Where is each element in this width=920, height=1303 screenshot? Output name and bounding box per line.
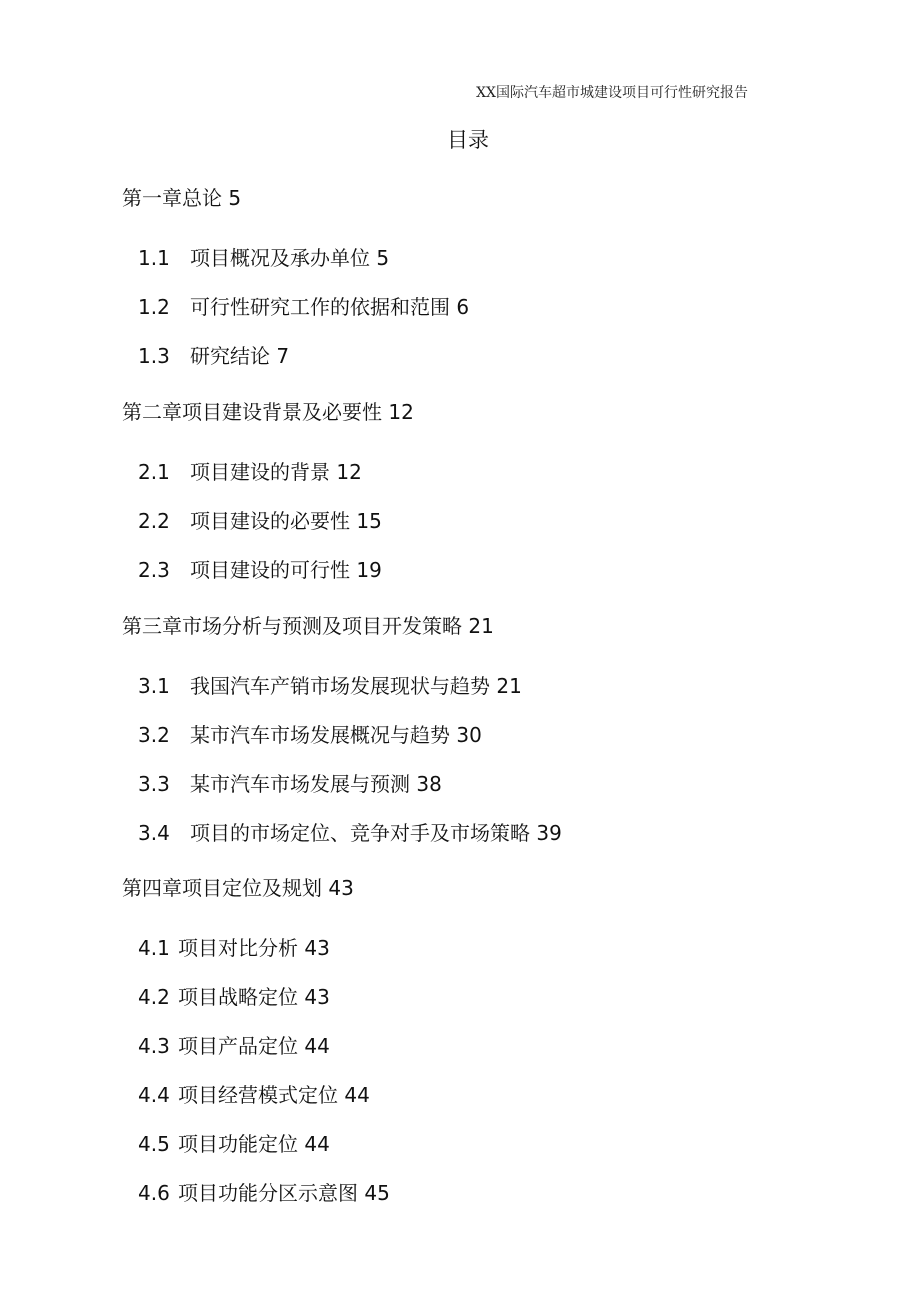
toc-section-number: 1.1 xyxy=(138,246,170,270)
toc-section-title: 项目产品定位 xyxy=(178,1034,298,1058)
toc-page-number: 6 xyxy=(456,295,470,319)
toc-section-title: 项目建设的背景 xyxy=(190,460,330,484)
toc-page-number: 38 xyxy=(416,772,442,796)
toc-section-4-5[interactable] xyxy=(138,1131,330,1157)
toc-section-number: 4.3 xyxy=(138,1034,170,1058)
toc-section-3-2[interactable] xyxy=(138,722,482,748)
toc-section-title: 某市汽车市场发展概况与趋势 xyxy=(190,723,450,747)
toc-page-number: 21 xyxy=(496,674,522,698)
toc-page-number: 44 xyxy=(304,1132,330,1156)
toc-page-number: 39 xyxy=(536,821,562,845)
toc-section-title: 可行性研究工作的依据和范围 xyxy=(190,295,450,319)
toc-page-number: 19 xyxy=(356,558,382,582)
toc-chapter-4[interactable] xyxy=(122,875,354,901)
toc-section-title: 项目建设的必要性 xyxy=(190,509,350,533)
toc-section-title: 项目功能定位 xyxy=(178,1132,298,1156)
toc-section-1-3[interactable] xyxy=(138,343,289,369)
toc-section-3-3[interactable] xyxy=(138,771,442,797)
toc-page-number: 43 xyxy=(328,876,354,900)
toc-chapter-3[interactable] xyxy=(122,613,494,639)
toc-chapter-title: 第四章项目定位及规划 xyxy=(122,876,322,900)
toc-section-title: 项目经营模式定位 xyxy=(178,1083,338,1107)
toc-section-number: 2.3 xyxy=(138,558,170,582)
toc-section-number: 4.4 xyxy=(138,1083,170,1107)
toc-page-number: 12 xyxy=(388,400,414,424)
toc-section-number: 1.3 xyxy=(138,344,170,368)
toc-section-4-4[interactable] xyxy=(138,1082,370,1108)
toc-section-number: 2.2 xyxy=(138,509,170,533)
toc-page-number: 5 xyxy=(376,246,390,270)
toc-section-number: 4.2 xyxy=(138,985,170,1009)
toc-section-number: 3.2 xyxy=(138,723,170,747)
toc-section-title: 我国汽车产销市场发展现状与趋势 xyxy=(190,674,490,698)
toc-section-2-2[interactable] xyxy=(138,508,382,534)
toc-chapter-2[interactable] xyxy=(122,399,414,425)
toc-page-number: 7 xyxy=(276,344,290,368)
toc-section-number: 2.1 xyxy=(138,460,170,484)
toc-section-number: 4.5 xyxy=(138,1132,170,1156)
toc-page-number: 12 xyxy=(336,460,362,484)
toc-chapter-1[interactable] xyxy=(122,185,241,211)
toc-section-number: 3.3 xyxy=(138,772,170,796)
toc-section-4-2[interactable] xyxy=(138,984,330,1010)
toc-section-1-1[interactable] xyxy=(138,245,389,271)
toc-section-1-2[interactable] xyxy=(138,294,469,320)
toc-section-title: 研究结论 xyxy=(190,344,270,368)
toc-page-number: 45 xyxy=(364,1181,390,1205)
toc-section-title: 项目战略定位 xyxy=(178,985,298,1009)
toc-section-4-6[interactable] xyxy=(138,1180,390,1206)
toc-chapter-title: 第三章市场分析与预测及项目开发策略 xyxy=(122,614,462,638)
toc-section-2-3[interactable] xyxy=(138,557,382,583)
toc-section-3-1[interactable] xyxy=(138,673,522,699)
running-header: XX国际汽车超市城建设项目可行性研究报告 xyxy=(476,85,748,101)
toc-section-title: 某市汽车市场发展与预测 xyxy=(190,772,410,796)
toc-chapter-title: 第一章总论 xyxy=(122,186,222,210)
toc-section-number: 4.6 xyxy=(138,1181,170,1205)
toc-section-number: 4.1 xyxy=(138,936,170,960)
toc-page-number: 44 xyxy=(344,1083,370,1107)
toc-page-number: 21 xyxy=(468,614,494,638)
toc-page-number: 5 xyxy=(228,186,242,210)
toc-section-title: 项目对比分析 xyxy=(178,936,298,960)
toc-section-number: 3.4 xyxy=(138,821,170,845)
toc-section-4-3[interactable] xyxy=(138,1033,330,1059)
toc-section-2-1[interactable] xyxy=(138,459,362,485)
toc-page-number: 43 xyxy=(304,936,330,960)
toc-page-number: 15 xyxy=(356,509,382,533)
toc-page-number: 44 xyxy=(304,1034,330,1058)
toc-section-title: 项目的市场定位、竞争对手及市场策略 xyxy=(190,821,530,845)
toc-page-number: 43 xyxy=(304,985,330,1009)
toc-chapter-title: 第二章项目建设背景及必要性 xyxy=(122,400,382,424)
toc-section-title: 项目概况及承办单位 xyxy=(190,246,370,270)
toc-section-title: 项目功能分区示意图 xyxy=(178,1181,358,1205)
toc-section-title: 项目建设的可行性 xyxy=(190,558,350,582)
toc-section-number: 3.1 xyxy=(138,674,170,698)
toc-section-4-1[interactable] xyxy=(138,935,330,961)
toc-section-number: 1.2 xyxy=(138,295,170,319)
toc-section-3-4[interactable] xyxy=(138,820,562,846)
toc-title: 目录 xyxy=(447,128,489,152)
toc-page-number: 30 xyxy=(456,723,482,747)
